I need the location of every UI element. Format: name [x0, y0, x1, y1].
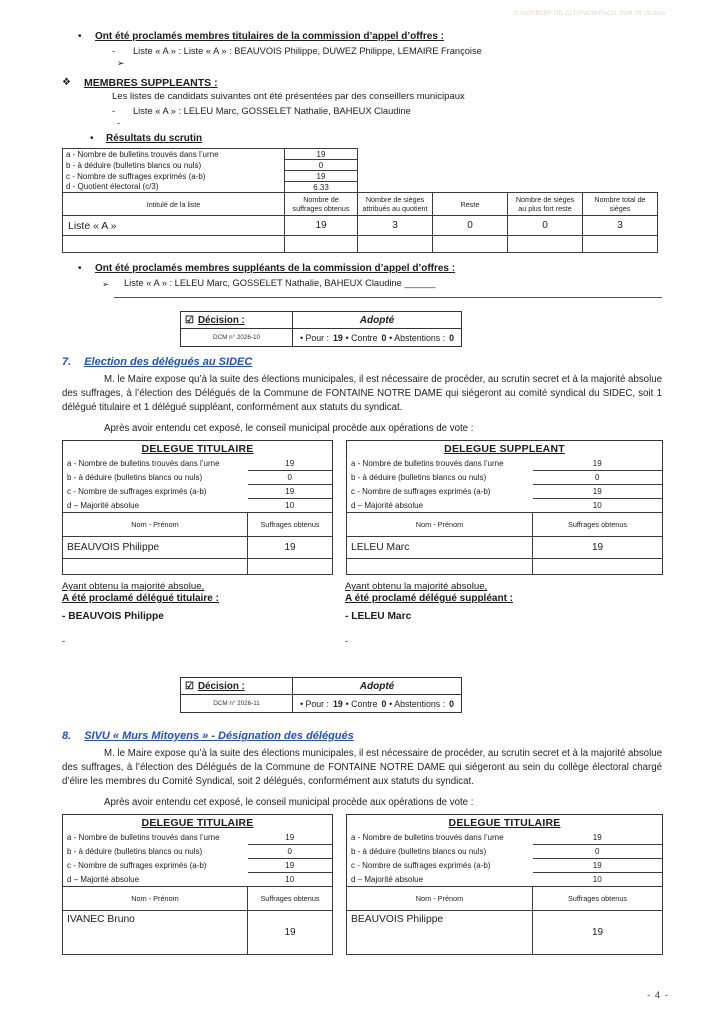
list-item-suppleants — [62, 106, 662, 116]
section-title: SIVU « Murs Mitoyens » - Désignation des délégués — [84, 730, 354, 742]
decision-label-cell — [181, 312, 293, 328]
stat-label: c - Nombre de suffrages exprimés (a-b) — [63, 171, 285, 182]
table-title-row — [347, 815, 663, 831]
table-header-row — [347, 887, 663, 911]
reste-cell: 0 — [433, 216, 508, 236]
decision-row — [181, 678, 461, 695]
abstentions-label: • Abstentions : — [389, 698, 446, 709]
name-header: Nom - Prénom — [63, 887, 248, 911]
pour-group — [300, 333, 343, 343]
abstentions-group — [389, 333, 454, 343]
abstentions-count: 0 — [449, 698, 454, 709]
section-7-heading — [62, 356, 662, 368]
table-header-cell: Nombre de sièges au plus fort reste — [508, 193, 583, 216]
stat-value: 19 — [285, 149, 358, 160]
contre-label: • Contre — [345, 332, 378, 343]
stat-label: b - à déduire (bulletins blancs ou nuls) — [63, 160, 285, 171]
table-row — [63, 859, 333, 873]
stat-value: 0 — [285, 160, 358, 171]
list-item-titulaires-heading — [62, 31, 662, 42]
table-header-cell: Nombre de sièges attribués au quotient — [358, 193, 433, 216]
table-header-cell: Intitulé de la liste — [63, 193, 285, 216]
decision-reference: DCM n° 2026-11 — [181, 695, 293, 712]
stat-value: 19 — [533, 859, 663, 873]
table-row — [347, 859, 663, 873]
contre-group — [346, 333, 387, 343]
document-file-reference: G:\XORD09\FTID CLT\PVCM\PVCLI 2026 03 25.docx — [513, 11, 666, 17]
candidate-row — [63, 537, 333, 559]
table-title-row — [347, 441, 663, 457]
checked-checkbox-icon: ☑ — [185, 680, 194, 692]
table-row — [63, 485, 333, 499]
contre-count: 0 — [381, 698, 387, 709]
vote-table-title: DELEGUE TITULAIRE — [141, 816, 254, 829]
stat-value: 19 — [533, 457, 663, 471]
contre-count: 0 — [381, 332, 387, 343]
titulaires-list-text: Liste « A » : Liste « A » : BEAUVOIS Philippe, DUWEZ Philippe, LEMAIRE Françoise — [133, 46, 482, 56]
table-row — [347, 831, 663, 845]
table-row — [63, 471, 333, 485]
proclaimed-name: - BEAUVOIS Philippe — [62, 611, 164, 622]
suppleants-list-text: Liste « A » : LELEU Marc, GOSSELET Nathalie, BAHEUX Claudine — [133, 106, 411, 116]
pour-count: 19 — [333, 698, 343, 709]
stat-value: 19 — [248, 831, 333, 845]
decision-row — [181, 312, 461, 329]
section-number: 8. — [62, 730, 72, 742]
stat-label: b - à déduire (bulletins blancs ou nuls) — [351, 847, 487, 856]
decision-label: Décision : — [197, 314, 245, 326]
abstentions-label: • Abstentions : — [389, 332, 446, 343]
pour-group — [300, 699, 343, 709]
candidate-name: IVANEC Bruno — [63, 911, 248, 955]
stat-label: a - Nombre de bulletins trouvés dans l’urne — [351, 833, 504, 842]
stat-value: 19 — [533, 831, 663, 845]
stat-label: d – Majorité absolue — [67, 874, 140, 884]
stat-label: d – Majorité absolue — [351, 874, 424, 884]
stat-label: a - Nombre de bulletins trouvés dans l’urne — [351, 459, 504, 468]
stat-value: 19 — [285, 171, 358, 182]
dash-icon: - — [112, 106, 116, 116]
list-item-proclamation-suppleants — [62, 263, 662, 274]
page-number: - 4 - — [647, 990, 669, 1001]
dash-placeholder: - — [62, 636, 66, 647]
candidate-votes: 19 — [533, 537, 663, 559]
table-row — [347, 471, 663, 485]
decision-label: Décision : — [197, 680, 245, 692]
pour-label: • Pour : — [300, 698, 329, 709]
list-item-empty-arrow — [62, 58, 662, 69]
suppleants-intro: Les listes de candidats suivantes ont été présentées par des conseillers municipaux — [112, 91, 465, 102]
candidate-votes: 19 — [533, 911, 663, 955]
votes-header: Suffrages obtenus — [533, 887, 663, 911]
checked-checkbox-icon: ☑ — [185, 314, 194, 326]
vote-table-suppleant — [346, 440, 663, 575]
stat-label: b - à déduire (bulletins blancs ou nuls) — [67, 847, 203, 856]
titulaires-heading: Ont été proclamés membres titulaires de la commission d’appel d’offres : — [95, 31, 444, 42]
diamond-bullet-icon: ❖ — [62, 77, 71, 88]
table-row-empty — [347, 559, 663, 575]
stat-value: 0 — [533, 471, 663, 485]
stat-value: 6.33 — [285, 182, 358, 193]
candidate-name: BEAUVOIS Philippe — [347, 911, 533, 955]
suffrages-cell: 19 — [285, 216, 358, 236]
arrow-bullet-icon: ➢ — [117, 58, 125, 68]
table-row — [347, 457, 663, 471]
total-sieges-cell: 3 — [583, 216, 658, 236]
name-header: Nom - Prénom — [63, 513, 248, 537]
stat-label: d - Quotient électoral (c/3) — [63, 182, 285, 193]
pour-label: • Pour : — [300, 332, 329, 343]
section-8-heading — [62, 730, 662, 742]
stat-label: c - Nombre de suffrages exprimés (a-b) — [351, 861, 491, 870]
proclamation-suppleants-heading: Ont été proclamés membres suppléants de la commission d’appel d’offres : — [95, 263, 456, 274]
decision-result: Adopté — [359, 314, 395, 326]
vote-table-title: DELEGUE TITULAIRE — [141, 442, 254, 455]
proclamation-line2: A été proclamé délégué titulaire : — [62, 593, 219, 604]
stat-value: 19 — [248, 457, 333, 471]
decision-label-cell — [181, 678, 293, 694]
proclamation-suppleants-names: Liste « A » : LELEU Marc, GOSSELET Nathalie, BAHEUX Claudine ______ — [124, 278, 436, 288]
sieges-fort-reste-cell: 0 — [508, 216, 583, 236]
candidate-votes: 19 — [248, 537, 333, 559]
table-header-cell: Nombre de suffrages obtenus — [285, 193, 358, 216]
proclamation-line2: A été proclamé délégué suppléant : — [345, 593, 514, 604]
candidate-name: LELEU Marc — [347, 537, 533, 559]
horizontal-divider — [114, 297, 662, 298]
table-row — [63, 831, 333, 845]
stat-value: 10 — [248, 499, 333, 513]
table-title-row — [63, 441, 333, 457]
stat-value: 19 — [248, 485, 333, 499]
vote-table-titulaire-1 — [62, 814, 333, 955]
stat-label: d – Majorité absolue — [351, 500, 424, 510]
table-row — [63, 171, 358, 182]
candidate-votes: 19 — [248, 911, 333, 955]
sieges-quotient-cell: 3 — [358, 216, 433, 236]
stat-label: c - Nombre de suffrages exprimés (a-b) — [67, 487, 207, 496]
abstentions-group — [389, 699, 454, 709]
list-item-empty-dash — [62, 118, 662, 128]
decision-box-1 — [180, 311, 462, 347]
table-row — [63, 149, 358, 160]
decision-votes — [293, 695, 461, 712]
candidate-row — [347, 537, 663, 559]
name-header: Nom - Prénom — [347, 513, 533, 537]
bullet-icon: • — [78, 31, 82, 42]
stat-value: 19 — [248, 859, 333, 873]
table-header-cell: Nombre total de sièges — [583, 193, 658, 216]
section-7-vote-intro: Après avoir entendu cet exposé, le conseil municipal procède aux opérations de vote : — [104, 423, 474, 434]
table-row — [347, 485, 663, 499]
table-row — [63, 873, 333, 887]
table-row — [63, 845, 333, 859]
decision-votes — [293, 329, 461, 346]
candidate-row — [347, 911, 663, 955]
table-header-cell: Reste — [433, 193, 508, 216]
section-8-vote-tables — [62, 814, 662, 955]
stat-label: b - à déduire (bulletins blancs ou nuls) — [351, 473, 487, 482]
table-row — [347, 845, 663, 859]
table-row — [63, 216, 658, 236]
candidate-name: BEAUVOIS Philippe — [63, 537, 248, 559]
pour-count: 19 — [333, 332, 343, 343]
votes-header: Suffrages obtenus — [248, 513, 333, 537]
name-header: Nom - Prénom — [347, 887, 533, 911]
stat-label: d – Majorité absolue — [67, 500, 140, 510]
bullet-icon: • — [78, 263, 82, 274]
list-item-suppleants-heading — [62, 77, 662, 89]
bullet-icon: • — [90, 133, 94, 144]
table-row — [63, 499, 333, 513]
decision-box-2 — [180, 677, 462, 713]
proclamation-titulaire — [62, 581, 332, 647]
contre-label: • Contre — [345, 698, 378, 709]
section-7-vote-tables — [62, 440, 662, 575]
stat-value: 0 — [533, 845, 663, 859]
table-row — [347, 499, 663, 513]
stat-label: a - Nombre de bulletins trouvés dans l’urne — [67, 459, 220, 468]
table-row — [347, 873, 663, 887]
table-header-row — [63, 193, 658, 216]
vote-table-titulaire-2 — [346, 814, 663, 955]
section-title: Election des délégués au SIDEC — [84, 356, 253, 368]
scrutin-stats-table — [62, 148, 358, 193]
stat-label: a - Nombre de bulletins trouvés dans l’urne — [63, 149, 285, 160]
dash-icon: - — [112, 46, 116, 56]
suppleants-heading: MEMBRES SUPPLEANTS : — [84, 77, 218, 89]
page-content — [0, 31, 724, 955]
stat-value: 10 — [533, 499, 663, 513]
table-row-empty — [63, 236, 658, 253]
vote-table-titulaire — [62, 440, 333, 575]
table-header-row — [347, 513, 663, 537]
decision-reference: DCM n° 2026-10 — [181, 329, 293, 346]
table-row — [63, 457, 333, 471]
liste-name-cell: Liste « A » — [63, 216, 285, 236]
table-title-row — [63, 815, 333, 831]
votes-header: Suffrages obtenus — [248, 887, 333, 911]
list-item-resultats-heading — [62, 133, 662, 144]
table-row-empty — [63, 559, 333, 575]
stat-label: b - à déduire (bulletins blancs ou nuls) — [67, 473, 203, 482]
table-row — [63, 160, 358, 171]
stat-label: c - Nombre de suffrages exprimés (a-b) — [351, 487, 491, 496]
decision-row — [181, 329, 461, 346]
stat-label: c - Nombre de suffrages exprimés (a-b) — [67, 861, 207, 870]
proclamation-line1: Ayant obtenu la majorité absolue, — [62, 581, 205, 592]
table-row — [63, 182, 358, 193]
vote-table-title: DELEGUE SUPPLEANT — [444, 442, 565, 455]
stat-value: 0 — [248, 471, 333, 485]
section-8-vote-intro: Après avoir entendu cet exposé, le conseil municipal procède aux opérations de vote : — [104, 797, 474, 808]
candidate-row — [63, 911, 333, 955]
contre-group — [346, 699, 387, 709]
arrow-bullet-icon: ➢ — [102, 279, 110, 289]
stat-value: 0 — [248, 845, 333, 859]
section-7-paragraph: M. le Maire expose qu’à la suite des élections municipales, il est nécessaire de procéder, au scrutin secret et à la majorité absolue des suffrages, à l’élection des Délégués de la Commune de FONTAINE NOTRE DAME qui siégeront au comité syndical du SIDEC, soit 1 délégué titulaire et 1 délégué suppléant, conformément aux statuts du syndicat. — [62, 374, 662, 413]
decision-result: Adopté — [359, 680, 395, 692]
votes-header: Suffrages obtenus — [533, 513, 663, 537]
decision-row — [181, 695, 461, 712]
proclamation-suppleant — [345, 581, 661, 647]
proclamation-columns — [62, 581, 662, 647]
dash-icon: - — [117, 118, 120, 128]
proclamation-line1: Ayant obtenu la majorité absolue, — [345, 581, 488, 592]
list-item-titulaires — [62, 46, 662, 56]
vote-table-title: DELEGUE TITULAIRE — [448, 816, 561, 829]
table-header-row — [63, 887, 333, 911]
resultats-heading: Résultats du scrutin — [106, 133, 203, 144]
section-8-paragraph: M. le Maire expose qu’à la suite des élections municipales, il est nécessaire de procéder, au scrutin secret et à la majorité absolue des suffrages, à l’élection des Délégués de la Commune de FONTAINE NOTRE DAME qui siégeront au sein du collège électoral chargé d’élire les membres du Comité Syndical, soit 2 délégués, conformément aux statuts du syndicat. — [62, 748, 662, 787]
table-header-row — [63, 513, 333, 537]
stat-label: a - Nombre de bulletins trouvés dans l’urne — [67, 833, 220, 842]
abstentions-count: 0 — [449, 332, 454, 343]
section-number: 7. — [62, 356, 72, 368]
dash-placeholder: - — [345, 636, 349, 647]
proclaimed-name: - LELEU Marc — [345, 611, 412, 622]
scrutin-results-table — [62, 192, 658, 253]
stat-value: 19 — [533, 485, 663, 499]
stat-value: 10 — [533, 873, 663, 887]
list-item-proclamation-names — [62, 278, 662, 290]
stat-value: 10 — [248, 873, 333, 887]
